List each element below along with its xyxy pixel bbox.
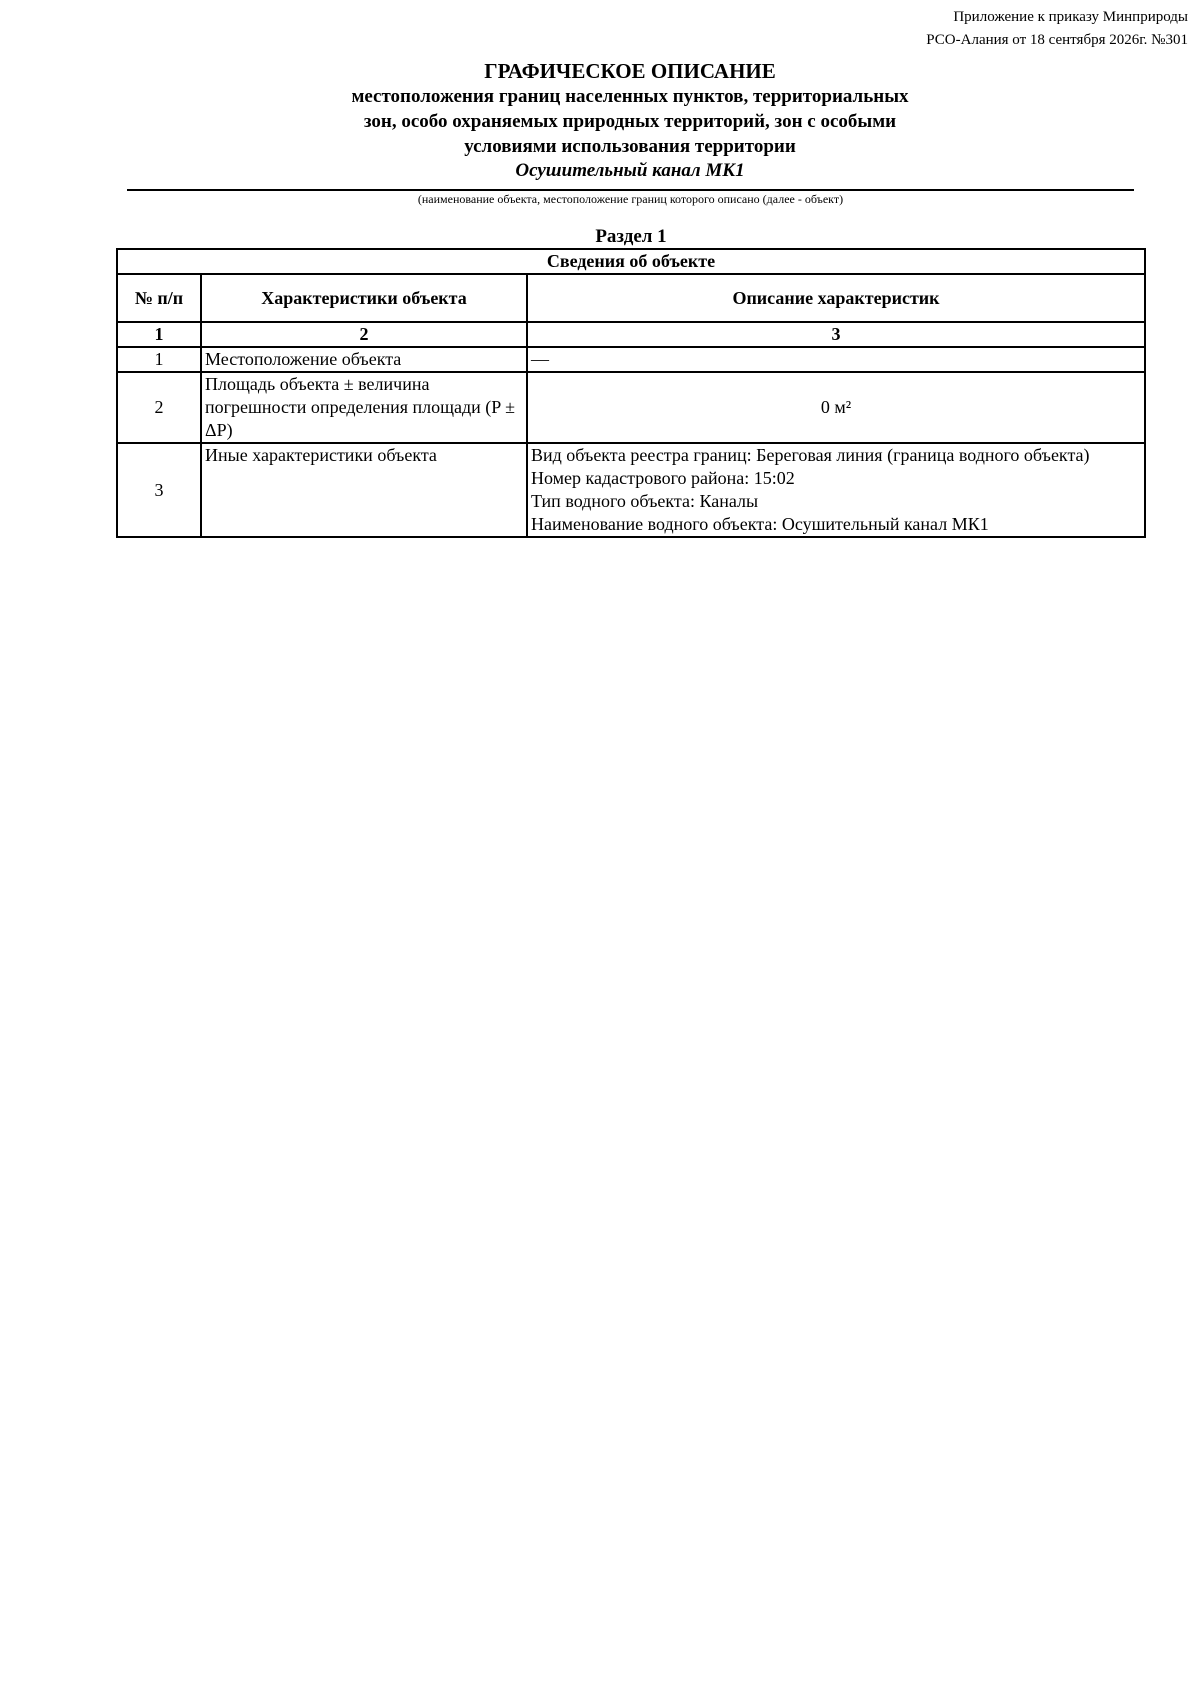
appendix-line-1: Приложение к приказу Минприроды	[953, 9, 1188, 25]
row-characteristic: Площадь объекта ± величина погрешности определения площади (P ± ΔP)	[201, 372, 527, 443]
header-number: № п/п	[117, 274, 201, 322]
document-subtitle-line-3: условиями использования территории	[464, 136, 796, 157]
column-number-2: 2	[201, 322, 527, 347]
table-header-row	[117, 274, 1145, 322]
row-characteristic: Местоположение объекта	[201, 347, 527, 372]
description-line: Наименование водного объекта: Осушительный канал МК1	[531, 514, 989, 534]
row-description: —	[527, 347, 1145, 372]
description-line: Вид объекта реестра границ: Береговая линия (граница водного объекта)	[531, 445, 1090, 465]
header-characteristic: Характеристики объекта	[201, 274, 527, 322]
column-number-3: 3	[527, 322, 1145, 347]
table-title: Сведения об объекте	[117, 249, 1145, 274]
row-number: 1	[117, 347, 201, 372]
object-name-underline	[127, 189, 1134, 191]
document-title: ГРАФИЧЕСКОЕ ОПИСАНИЕ	[484, 59, 776, 83]
row-characteristic: Иные характеристики объекта	[201, 443, 527, 537]
section-title: Раздел 1	[595, 226, 667, 247]
object-name: Осушительный канал МК1	[515, 160, 745, 181]
table-row	[117, 347, 1145, 372]
appendix-line-2: РСО-Алания от 18 сентября 2026г. №301	[926, 32, 1188, 48]
row-description	[527, 443, 1145, 537]
row-number: 3	[117, 443, 201, 537]
document-title-block	[0, 58, 1200, 183]
table-row	[117, 443, 1145, 537]
header-description: Описание характеристик	[527, 274, 1145, 322]
appendix-note	[926, 6, 1188, 52]
object-name-caption: (наименование объекта, местоположение границ которого описано (далее - объект)	[417, 192, 844, 206]
table-title-row	[117, 249, 1145, 274]
column-number-row	[117, 322, 1145, 347]
description-line: Тип водного объекта: Каналы	[531, 491, 759, 511]
document-subtitle-line-1: местоположения границ населенных пунктов, территориальных	[351, 86, 909, 107]
description-line: Номер кадастрового района: 15:02	[531, 468, 795, 488]
table-row	[117, 372, 1145, 443]
row-description: 0 м²	[527, 372, 1145, 443]
object-info-table	[116, 248, 1146, 538]
column-number-1: 1	[117, 322, 201, 347]
document-subtitle-line-2: зон, особо охраняемых природных территорий, зон с особыми	[363, 111, 897, 132]
row-number: 2	[117, 372, 201, 443]
